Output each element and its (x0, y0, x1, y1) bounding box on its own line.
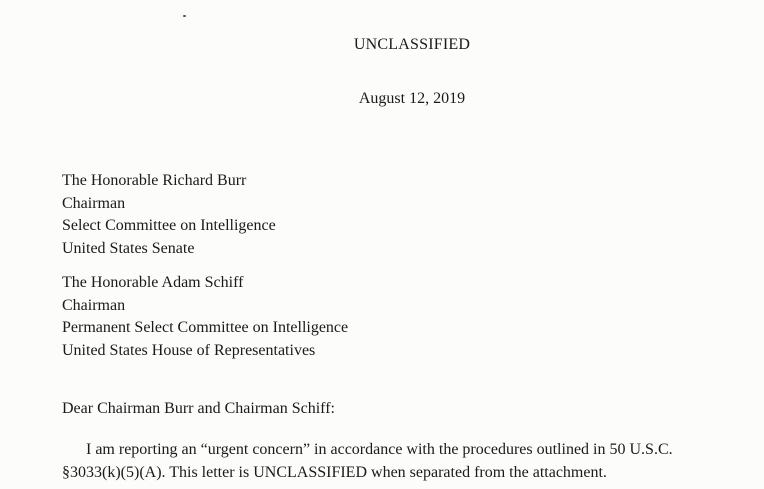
body-line: I am reporting an “urgent concern” in accordance with the procedures outlined in 50 U.S.C. (86, 441, 673, 458)
recipient-name: The Honorable Richard Burr (62, 172, 247, 189)
body-paragraph (62, 439, 752, 484)
recipient-committee: Permanent Select Committee on Intelligence (62, 319, 349, 336)
scan-speck (183, 15, 186, 17)
letter-date: August 12, 2019 (358, 90, 466, 107)
recipient-committee: Select Committee on Intelligence (62, 217, 276, 234)
recipient-chamber: United States House of Representatives (62, 341, 316, 359)
recipient-title: Chairman (62, 194, 126, 212)
recipient-name: The Honorable Adam Schiff (62, 274, 244, 291)
recipient-chamber: United States Senate (62, 239, 195, 257)
recipient-address-house (62, 272, 348, 362)
classification-marking: UNCLASSIFIED (353, 36, 471, 53)
body-line: §3033(k)(5)(A). This letter is UNCLASSIFIED when separated from the attachment. (62, 463, 607, 481)
recipient-title: Chairman (62, 296, 126, 314)
salutation: Dear Chairman Burr and Chairman Schiff: (62, 400, 335, 417)
recipient-address-senate (62, 170, 276, 260)
